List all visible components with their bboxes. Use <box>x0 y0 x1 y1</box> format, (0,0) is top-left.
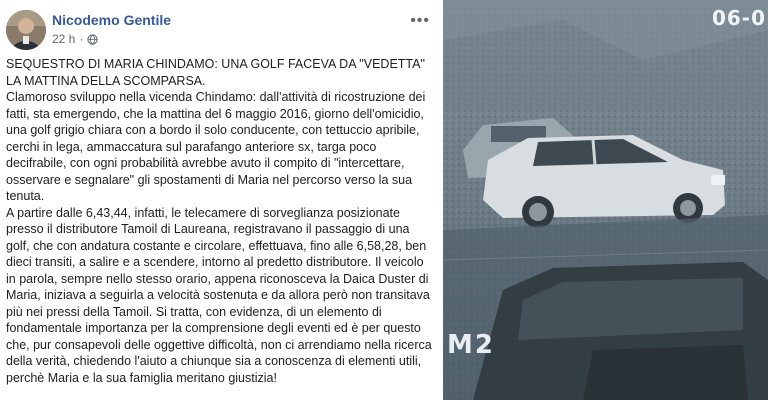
post-headline: SEQUESTRO DI MARIA CHINDAMO: UNA GOLF FACEVA DA "VEDETTA" LA MATTINA DELLA SCOMPARSA. <box>6 57 425 88</box>
camera-timestamp: 06-0 <box>711 6 766 30</box>
post-paragraph-1: Clamoroso sviluppo nella vicenda Chindamo: dall'attività di ricostruzione dei fatti, sta emergendo, che la mattina del 6 maggio 2016, giorno dell'omicidio, una golf grigio chiara con a bordo il solo conducente, con tettuccio apribile, cerchi in lega, ammaccatura sul parafango anteriore sx, targa poco decifrabile, con ogni probabilità avrebbe avuto il compito di "intercettare, osservare e segnalare" gli spostamenti di Maria nel percorso verso la sua tenuta. <box>6 90 426 203</box>
globe-icon <box>87 34 98 45</box>
post-text <box>6 56 436 386</box>
post-meta <box>52 32 98 46</box>
post-paragraph-2: A partire dalle 6,43,44, infatti, le telecamere di sorveglianza posizionate presso il distributore Tamoil di Laureana, registravano il passaggio di una golf, che con andatura costante e circolare, effettuava, fino alle 6,58,28, ben dieci transiti, a salire e a scendere, intorno al predetto distributore. Il veicolo in parola, sempre nello stesso orario, appena riconosceva la Daica Duster di Maria, iniziava a seguirla a velocità sostenuta e da allora però non transitava più nei pressi della Tamoil. Si tratta, con evidenza, di un elemento di fondamentale importanza per la comprensione degli eventi ed è per questo che, pur consapevoli delle oggettive difficoltà, non ci arrendiamo nella ricerca della verità, chiedendo l'aiuto a chiunque sia a conoscenza di elementi utili, perchè Maria e la sua famiglia meritano giustizia! <box>6 205 432 385</box>
more-options-icon[interactable]: ••• <box>410 12 430 29</box>
camera-label: M2 <box>447 330 495 360</box>
meta-separator: · <box>79 32 84 46</box>
avatar[interactable] <box>6 10 46 50</box>
surveillance-photo[interactable] <box>443 0 768 400</box>
post-header <box>6 10 436 50</box>
post-time[interactable]: 22 h <box>52 32 76 46</box>
author-name[interactable]: Nicodemo Gentile <box>52 12 172 28</box>
